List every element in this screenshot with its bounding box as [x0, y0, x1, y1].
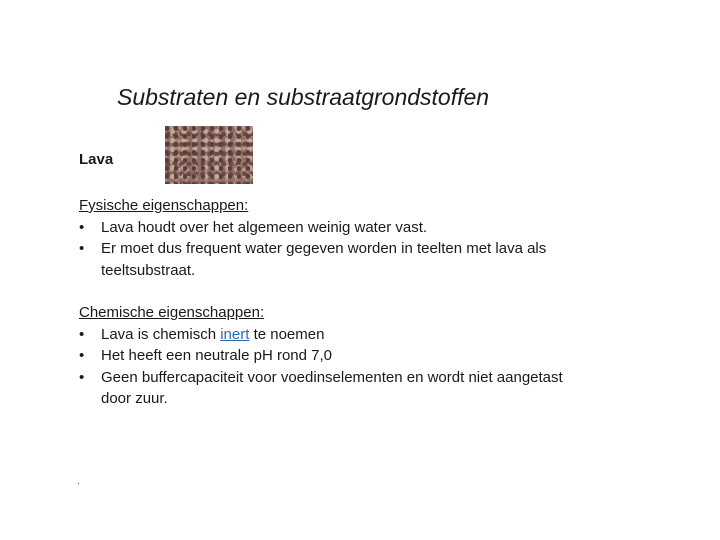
list-item-text-before: Lava is chemisch	[101, 325, 221, 343]
lava-image	[165, 126, 253, 184]
chemical-list	[79, 324, 579, 410]
list-item	[79, 238, 579, 281]
bullet-icon: •	[79, 368, 85, 386]
chemical-properties	[79, 302, 579, 410]
physical-heading: Fysische eigenschappen:	[79, 197, 249, 214]
inert-link[interactable]: inert	[220, 325, 250, 343]
trailing-dot: .	[77, 476, 80, 487]
list-item	[79, 217, 579, 239]
section-subheading: Lava	[79, 151, 114, 168]
physical-list	[79, 217, 579, 282]
bullet-icon: •	[79, 325, 85, 343]
list-item	[79, 345, 579, 367]
list-item-text-after: te noemen	[249, 325, 325, 343]
bullet-icon: •	[79, 240, 85, 257]
list-item	[79, 324, 579, 346]
list-item-text: Het heeft een neutrale pH rond 7,0	[101, 347, 332, 364]
bullet-icon: •	[79, 347, 85, 364]
list-item-text: Lava houdt over het algemeen weinig water vast.	[101, 218, 428, 236]
bullet-icon: •	[79, 218, 85, 236]
slide-title: Substraten en substraatgrondstoffen	[117, 84, 490, 110]
physical-properties	[79, 195, 579, 281]
list-item-text: Er moet dus frequent water gegeven worden in teelten met lava als teeltsubstraat.	[101, 240, 547, 279]
list-item	[79, 367, 579, 410]
list-item-text: Geen buffercapaciteit voor voedinselementen en wordt niet aangetast door zuur.	[101, 368, 563, 407]
chemical-heading: Chemische eigenschappen:	[79, 304, 265, 321]
